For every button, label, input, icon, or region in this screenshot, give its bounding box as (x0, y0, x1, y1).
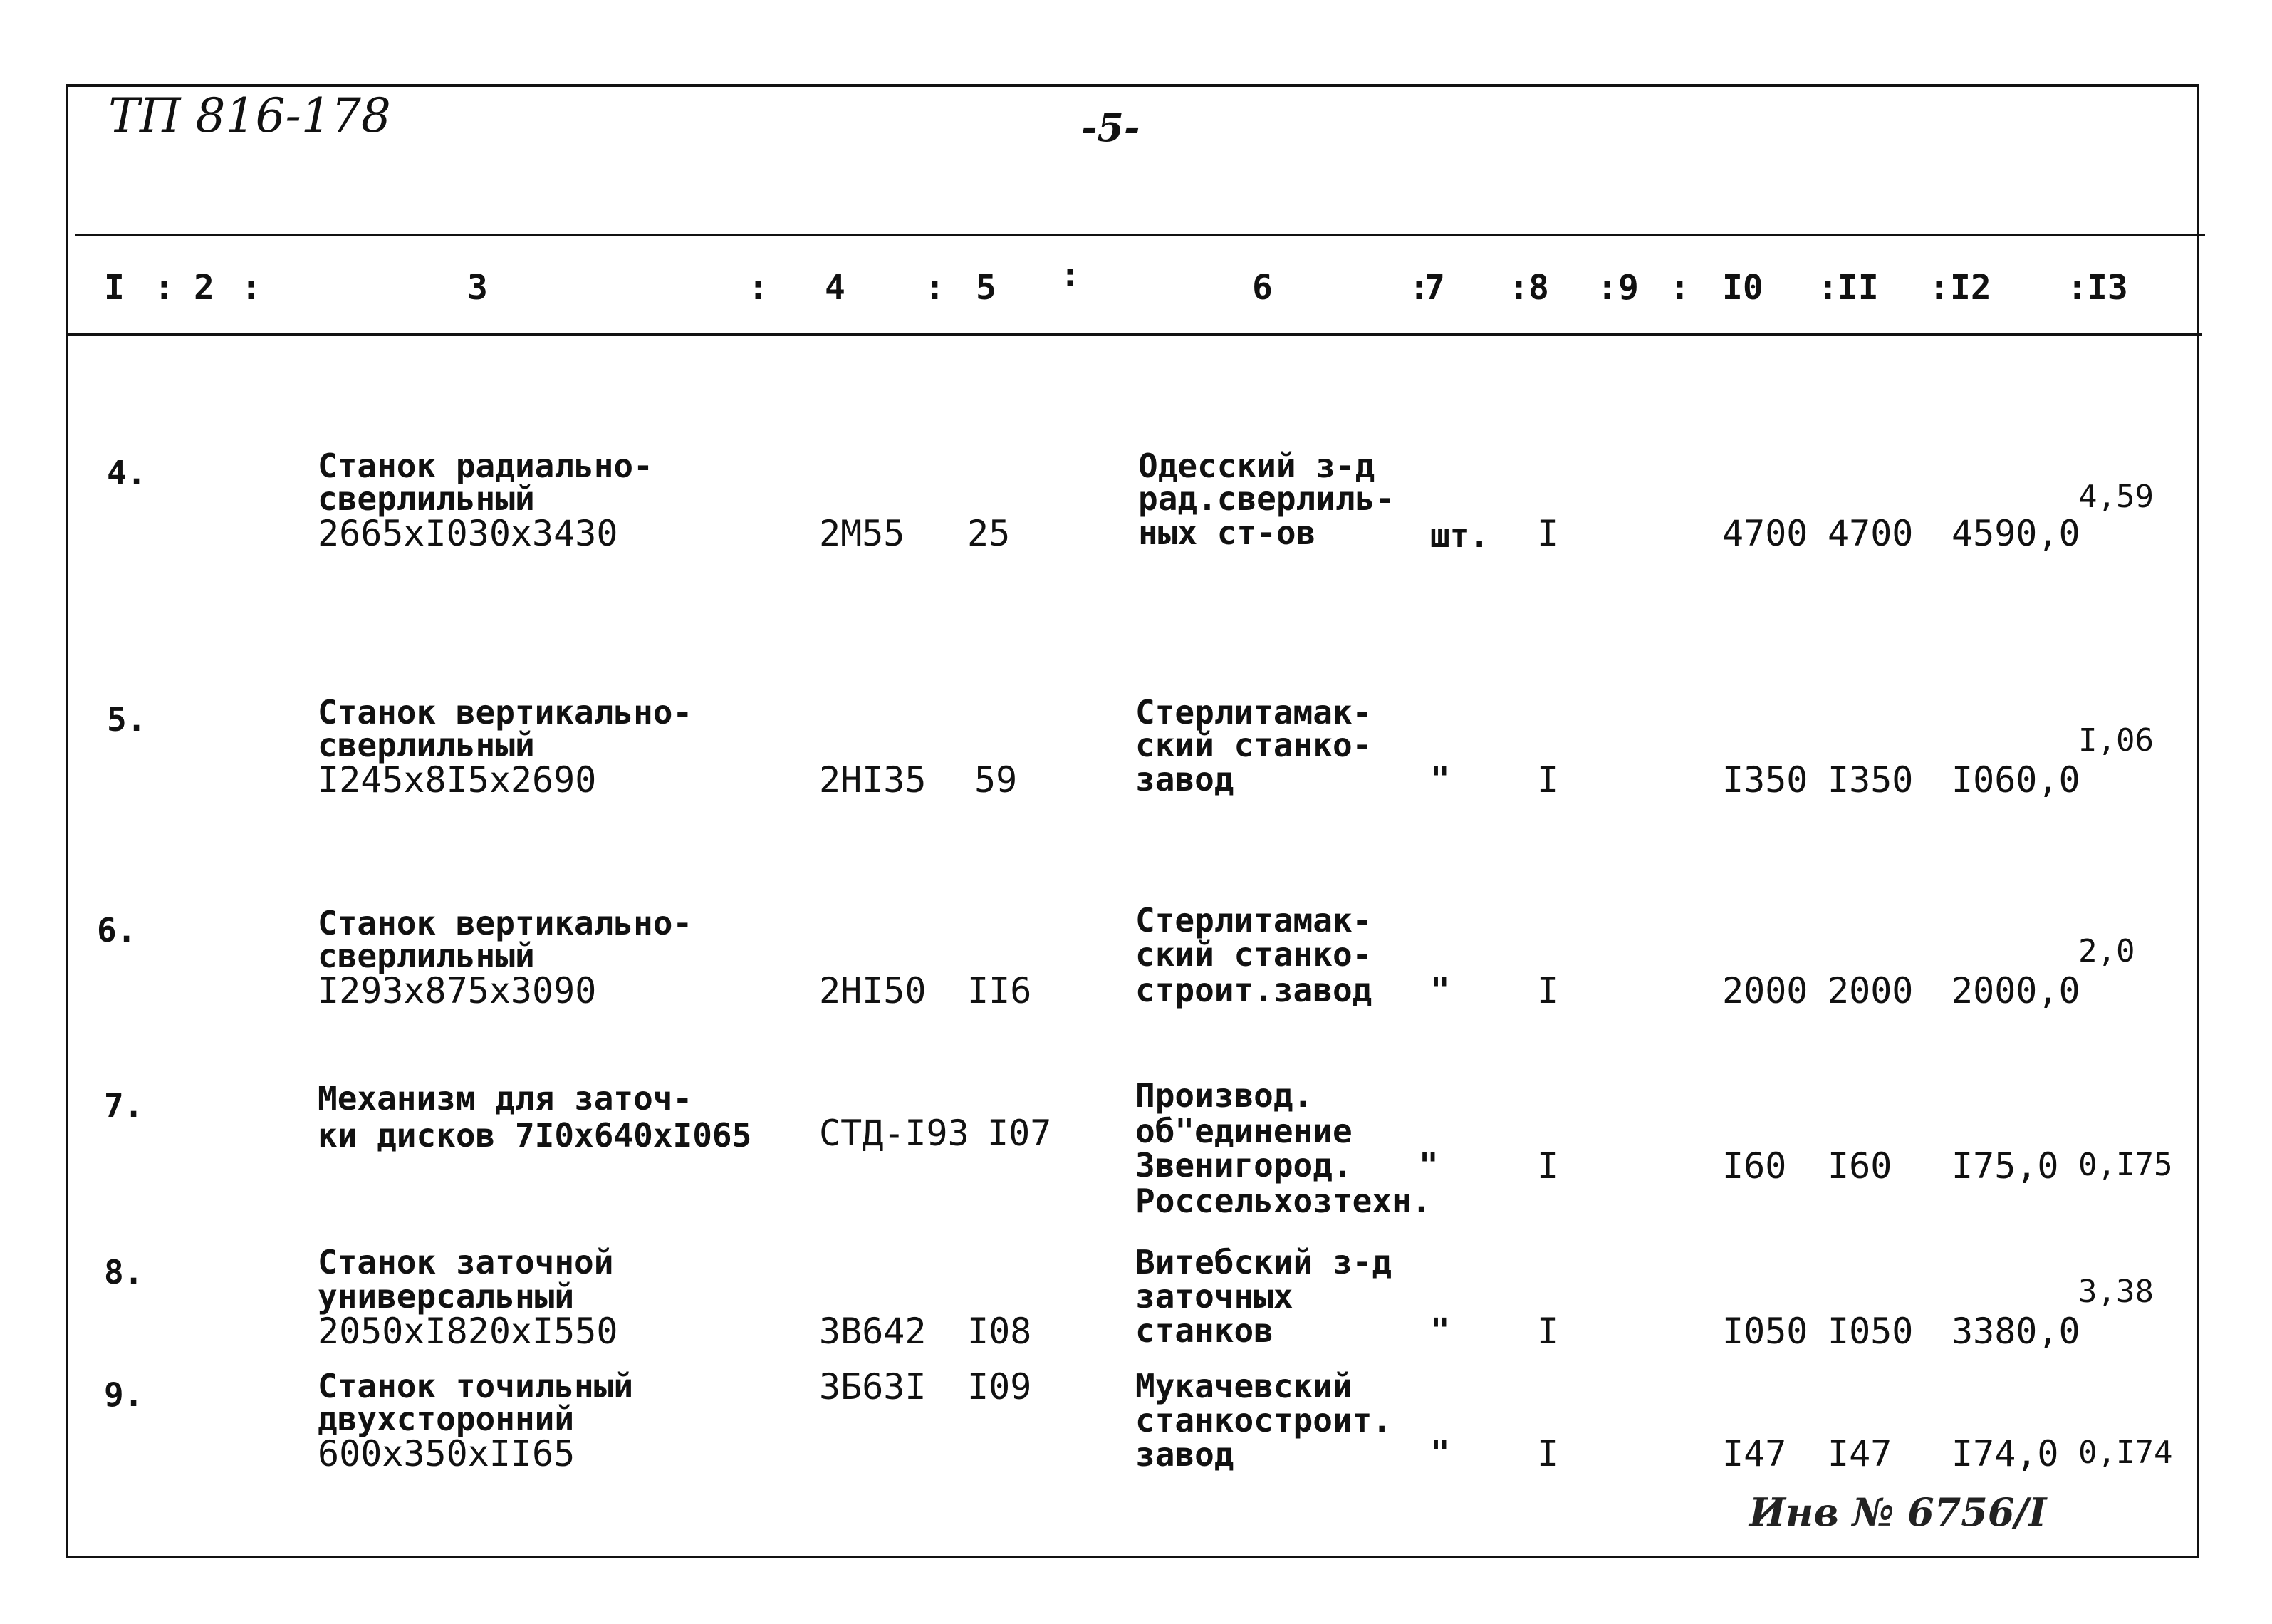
manufacturer-line: Витебский з-д (1135, 1243, 1392, 1281)
inventory-number: Инв № 6756/I (1749, 1489, 2047, 1535)
machine-model: 2НI50 (819, 970, 927, 1011)
unit: " (1430, 1434, 1450, 1472)
row-number: 6. (97, 911, 137, 949)
manufacturer-line: Стерлитамак- (1135, 693, 1372, 732)
header-rule-bottom (68, 333, 2202, 336)
row-number: 8. (104, 1253, 144, 1291)
page-number: -5- (1081, 105, 1140, 150)
col10-value: I47 (1722, 1433, 1787, 1474)
machine-name-line: Станок радиально- (318, 447, 653, 485)
manufacturer-line: завод (1135, 760, 1234, 798)
col-header-sep: : (924, 268, 945, 308)
manufacturer-line: строит.завод (1135, 971, 1372, 1009)
manufacturer-line: заточных (1135, 1277, 1293, 1316)
manufacturer-line: Производ. (1135, 1076, 1313, 1115)
unit: " (1430, 971, 1450, 1009)
col-header-sep: : (1669, 268, 1690, 308)
machine-name-line: Механизм для заточ- (318, 1079, 693, 1118)
col-header-sep: : (1597, 268, 1617, 308)
machine-model: 2НI35 (819, 759, 927, 801)
quantity: I (1537, 759, 1559, 801)
manufacturer-line: Звенигород. (1135, 1146, 1353, 1185)
machine-dimensions: 600x350xII65 (318, 1433, 575, 1474)
manufacturer-line: станкостроит. (1135, 1401, 1392, 1440)
col13-value: 3,38 (2078, 1274, 2154, 1310)
col-header-sep: : (1929, 268, 1949, 308)
col12-value: I060,0 (1951, 759, 2080, 801)
col5-value: I07 (987, 1113, 1052, 1154)
col-header-13: I3 (2087, 268, 2128, 308)
col5-value: II6 (967, 970, 1032, 1011)
col13-value: I,06 (2078, 722, 2154, 759)
col-header-10: I0 (1722, 268, 1763, 308)
manufacturer-line: Мукачевский (1135, 1367, 1353, 1405)
machine-name-line: Станок заточной (318, 1243, 614, 1281)
col11-value: 4700 (1828, 513, 1914, 554)
quantity: I (1537, 1145, 1559, 1187)
col-header-12: I2 (1950, 268, 1991, 308)
col11-value: 2000 (1828, 970, 1914, 1011)
col-header-8: 8 (1528, 268, 1549, 308)
manufacturer-line: ский станко- (1135, 726, 1372, 764)
col-header-6: 6 (1252, 268, 1273, 308)
machine-dimensions: 2050xI820xI550 (318, 1311, 618, 1352)
col11-value: I050 (1828, 1311, 1914, 1352)
unit: " (1430, 1311, 1450, 1350)
quantity: I (1537, 1311, 1559, 1352)
manufacturer-line: Россельхозтехн. (1135, 1182, 1432, 1220)
header-rule-top (75, 234, 2205, 236)
manufacturer-line: Одесский з-д (1138, 447, 1375, 485)
col13-value: 0,I74 (2078, 1435, 2173, 1471)
col-header-7: 7 (1424, 268, 1445, 308)
manufacturer-line: ных ст-ов (1138, 514, 1316, 552)
machine-dimensions: I245x8I5x2690 (318, 759, 597, 801)
quantity: I (1537, 513, 1559, 554)
quantity: I (1537, 1433, 1559, 1474)
machine-name-line: сверлильный (318, 937, 535, 975)
col13-value: 2,0 (2078, 933, 2135, 969)
col10-value: I350 (1722, 759, 1808, 801)
col10-value: 2000 (1722, 970, 1808, 1011)
manufacturer-line: об"единение (1135, 1112, 1353, 1150)
row-number: 4. (107, 454, 147, 492)
machine-model: 3В642 (819, 1311, 927, 1352)
machine-model: 3Б63I (819, 1366, 927, 1407)
machine-name-line: Станок точильный (318, 1367, 634, 1405)
manufacturer-line: завод (1135, 1435, 1234, 1474)
machine-dimensions: 2665xI030x3430 (318, 513, 618, 554)
machine-name-line: универсальный (318, 1277, 575, 1316)
unit: " (1419, 1146, 1439, 1185)
col-header-4: 4 (825, 268, 845, 308)
unit: шт. (1430, 516, 1490, 555)
col5-value: 25 (967, 513, 1011, 554)
col-header-sep: : (1060, 255, 1080, 295)
machine-name-line: Станок вертикально- (318, 904, 693, 942)
machine-dimensions: I293x875x3090 (318, 970, 597, 1011)
col12-value: I75,0 (1951, 1145, 2059, 1187)
col-header-5: 5 (976, 268, 996, 308)
col5-value: 59 (974, 759, 1018, 801)
col13-value: 0,I75 (2078, 1147, 2173, 1183)
row-number: 7. (104, 1086, 144, 1125)
machine-model: СТД-I93 (819, 1113, 969, 1154)
col5-value: I08 (967, 1311, 1032, 1352)
row-number: 9. (104, 1375, 144, 1414)
col-header-sep: : (241, 268, 261, 308)
col-header-2: 2 (194, 268, 214, 308)
machine-model: 2М55 (819, 513, 905, 554)
machine-name-line: двухсторонний (318, 1400, 575, 1438)
col10-value: I60 (1722, 1145, 1787, 1187)
col-header-sep: : (1409, 268, 1429, 308)
col12-value: 4590,0 (1951, 513, 2080, 554)
machine-name-line: Станок вертикально- (318, 693, 693, 732)
col-header-9: 9 (1618, 268, 1639, 308)
col-header-11: II (1838, 268, 1879, 308)
quantity: I (1537, 970, 1559, 1011)
col10-value: I050 (1722, 1311, 1808, 1352)
machine-name-line: ки дисков 7I0x640xI065 (318, 1116, 752, 1155)
machine-name-line: сверлильный (318, 479, 535, 518)
manufacturer-line: станков (1135, 1311, 1273, 1350)
col5-value: I09 (967, 1366, 1032, 1407)
col-header-sep: : (1818, 268, 1838, 308)
col-header-1: I (104, 268, 125, 308)
col11-value: I60 (1828, 1145, 1892, 1187)
unit: " (1430, 760, 1450, 798)
manufacturer-line: рад.сверлиль- (1138, 479, 1395, 518)
col-header-sep: : (2067, 268, 2088, 308)
col11-value: I47 (1828, 1433, 1892, 1474)
document-code: ТП 816-178 (108, 88, 391, 143)
row-number: 5. (107, 700, 147, 739)
col12-value: 2000,0 (1951, 970, 2080, 1011)
col-header-sep: : (748, 268, 768, 308)
col-header-3: 3 (467, 268, 488, 308)
col-header-sep: : (1508, 268, 1529, 308)
col13-value: 4,59 (2078, 479, 2154, 515)
col11-value: I350 (1828, 759, 1914, 801)
machine-name-line: сверлильный (318, 726, 535, 764)
col10-value: 4700 (1722, 513, 1808, 554)
col12-value: 3380,0 (1951, 1311, 2080, 1352)
col12-value: I74,0 (1951, 1433, 2059, 1474)
manufacturer-line: Стерлитамак- (1135, 901, 1372, 939)
col-header-sep: : (154, 268, 174, 308)
manufacturer-line: ский станко- (1135, 935, 1372, 974)
